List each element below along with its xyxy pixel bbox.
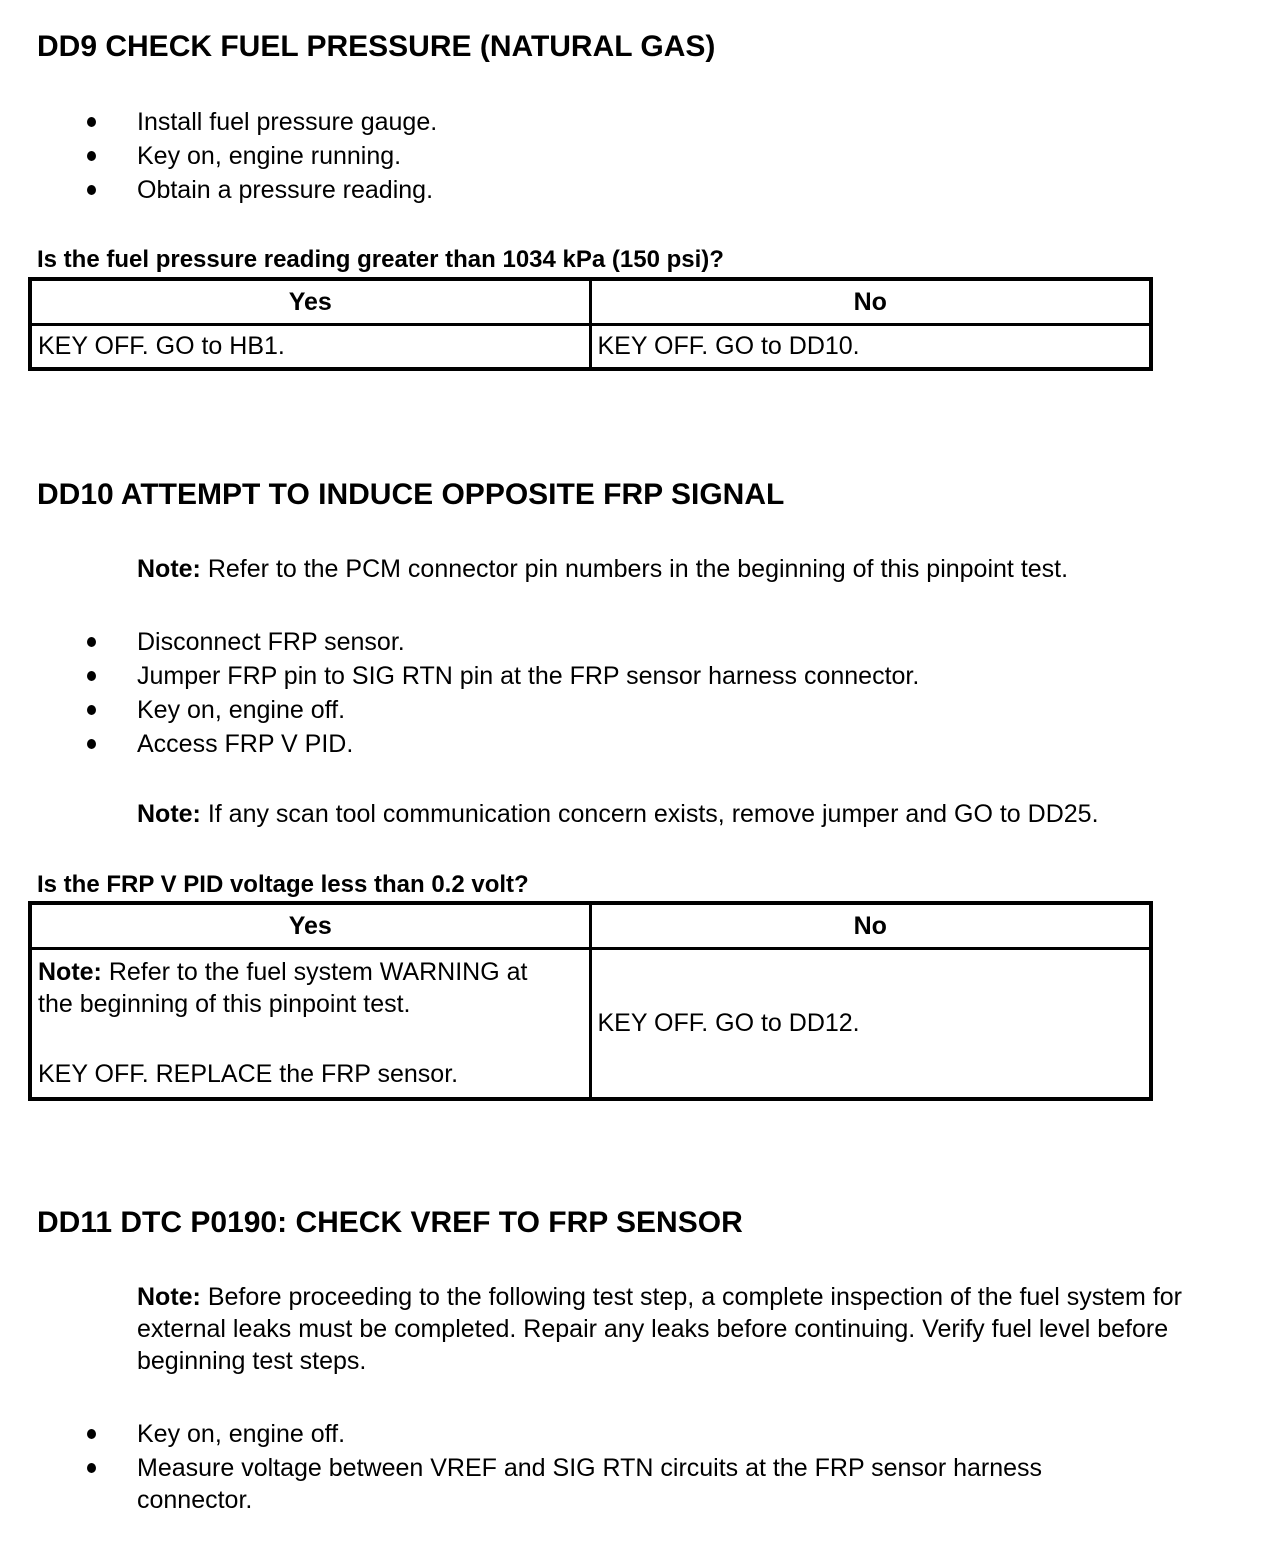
bullet-icon — [87, 117, 96, 127]
yes-header: Yes — [30, 903, 590, 949]
dd11-note-leaks: Note: Before proceeding to the following test step, a complete inspection of the fuel system for external leaks must be completed. Repair any leaks before continuing. Verify fuel level before beginning test steps. — [137, 1283, 1182, 1375]
section-title-dd10: DD10 ATTEMPT TO INDUCE OPPOSITE FRP SIGNAL — [37, 478, 785, 511]
list-item: Key on, engine off. — [137, 1417, 1042, 1451]
bullet-icon — [87, 739, 96, 749]
bullet-icon — [87, 151, 96, 161]
list-item: Key on, engine running. — [137, 139, 437, 173]
list-item: Obtain a pressure reading. — [137, 173, 437, 207]
yes-action: Note: Refer to the fuel system WARNING at the beginning of this pinpoint test. KEY OFF. REPLACE the FRP sensor. — [30, 949, 590, 1099]
list-item: Measure voltage between VREF and SIG RTN circuits at the FRP sensor harness — [137, 1451, 1042, 1485]
dd9-decision-table — [28, 277, 1153, 371]
dd10-note-scan-tool: Note: If any scan tool communication concern exists, remove jumper and GO to DD25. — [137, 800, 1099, 828]
yes-action: KEY OFF. GO to HB1. — [30, 325, 590, 369]
bullet-icon — [87, 705, 96, 715]
dd9-steps-list — [137, 105, 437, 207]
section-title-dd11: DD11 DTC P0190: CHECK VREF TO FRP SENSOR — [37, 1206, 743, 1239]
bullet-icon — [87, 637, 96, 647]
dd10-note-pcm: Note: Refer to the PCM connector pin numbers in the beginning of this pinpoint test. — [137, 555, 1069, 583]
dd10-question: Is the FRP V PID voltage less than 0.2 volt? — [37, 871, 529, 898]
no-action: KEY OFF. GO to DD10. — [590, 325, 1151, 369]
no-header: No — [590, 903, 1151, 949]
no-header: No — [590, 279, 1151, 325]
list-item-continuation: connector. — [137, 1486, 253, 1514]
dd10-steps-list — [137, 625, 919, 761]
dd11-steps-list — [137, 1417, 1042, 1515]
list-item: Install fuel pressure gauge. — [137, 105, 437, 139]
list-item: Jumper FRP pin to SIG RTN pin at the FRP sensor harness connector. — [137, 659, 919, 693]
bullet-icon — [87, 185, 96, 195]
no-action: KEY OFF. GO to DD12. — [590, 949, 1151, 1099]
bullet-icon — [87, 1429, 96, 1439]
list-item: Key on, engine off. — [137, 693, 919, 727]
bullet-icon — [87, 1463, 96, 1473]
list-item: Access FRP V PID. — [137, 727, 919, 761]
section-title-dd9: DD9 CHECK FUEL PRESSURE (NATURAL GAS) — [37, 30, 716, 63]
dd9-question: Is the fuel pressure reading greater than 1034 kPa (150 psi)? — [37, 246, 724, 273]
bullet-icon — [87, 671, 96, 681]
dd10-decision-table — [28, 901, 1153, 1101]
yes-header: Yes — [30, 279, 590, 325]
list-item: Disconnect FRP sensor. — [137, 625, 919, 659]
